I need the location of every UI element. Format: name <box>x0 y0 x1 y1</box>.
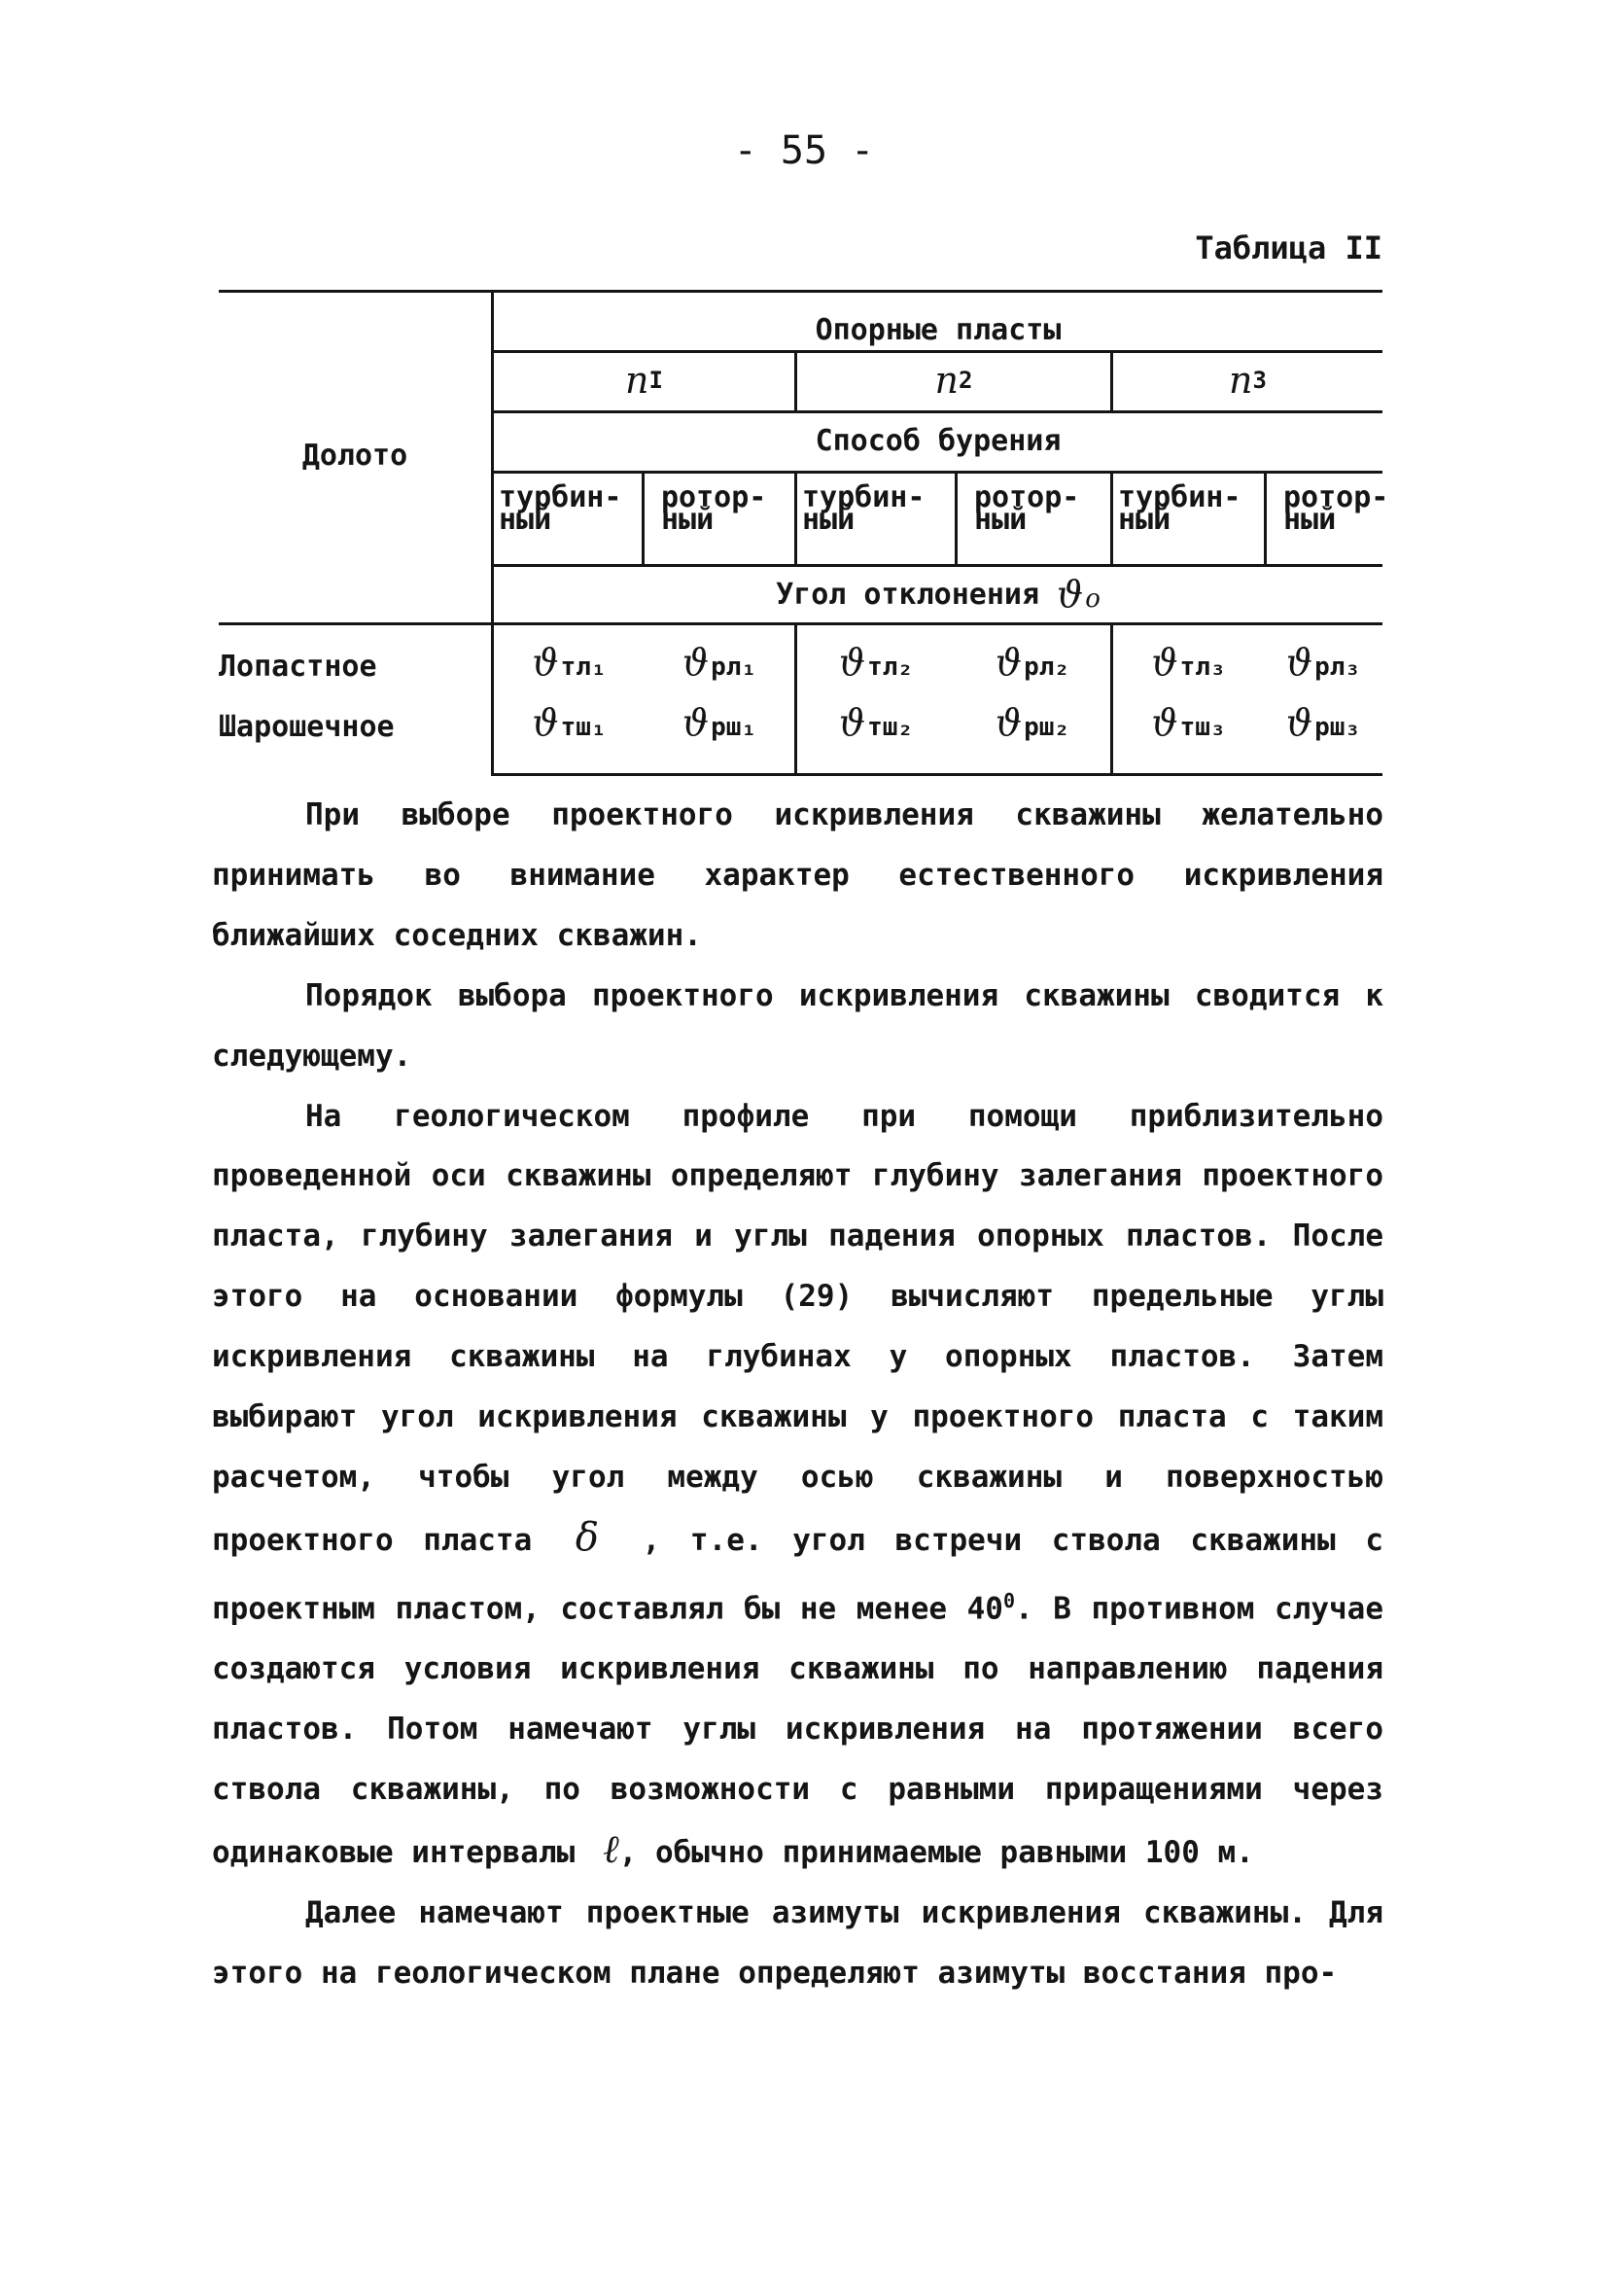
paragraph-4: Далее намечают проектные азимуты искривления скважины. Для этого на геологическом плане определяют азимуты восстания про- <box>212 1894 1383 1991</box>
method-rotary-1: ротор- ный <box>661 480 767 538</box>
angle-header <box>494 568 1382 622</box>
value-blade-turbine-1: ϑ тл₁ <box>532 641 607 685</box>
paragraph-3-part-a: На геологическом профиле при помощи приблизительно проведенной оси скважины определяют глубину залегания проектного пласта, глубину залегания и углы падения опорных пластов. После этого на основании формулы (29) вычисляют предельные углы искривления скважины на глубинах у опорных пластов. Затем выбирают угол искривления скважины у проектного пласта с таким расчетом, чтобы угол между осью скважины и поверхностью проектного пласта <box>212 1098 1383 1558</box>
paragraph-3 <box>212 1087 1383 1884</box>
paragraph-2: Порядок выбора проектного искривления скважины сводится к следующему. <box>212 977 1383 1074</box>
value-roller-turbine-3: ϑ тш₃ <box>1151 701 1226 745</box>
value-roller-rotary-2: ϑ рш₂ <box>995 701 1070 745</box>
method-turbine-2: турбин- ный <box>802 480 926 538</box>
rule-method-4 <box>1110 471 1113 564</box>
group-header: Опорные пласты <box>815 313 1062 348</box>
rule-method-5 <box>1264 471 1267 564</box>
rule-method-3 <box>955 471 958 564</box>
method-turbine-1: турбин- ный <box>499 480 622 538</box>
rule-under-header <box>219 622 1382 625</box>
angle-symbol: ϑ o <box>1057 573 1101 617</box>
value-blade-turbine-3: ϑ тл₃ <box>1151 641 1226 685</box>
value-roller-rotary-1: ϑ рш₁ <box>682 701 757 745</box>
layer-n2: n 2 <box>934 359 973 403</box>
rule-method-2 <box>794 471 797 564</box>
value-blade-rotary-2: ϑ рл₂ <box>995 641 1070 685</box>
value-blade-turbine-2: ϑ тл₂ <box>838 641 914 685</box>
rule-under-methods <box>491 564 1382 567</box>
value-roller-turbine-1: ϑ тш₁ <box>532 701 607 745</box>
value-blade-rotary-1: ϑ рл₁ <box>682 641 757 685</box>
method-rotary-3: ротор- ный <box>1283 480 1389 538</box>
value-roller-rotary-3: ϑ рш₃ <box>1285 701 1361 745</box>
paragraph-3-part-b: , т.е. угол встречи ствола скважины с проектным пластом, составлял бы не менее 40 <box>212 1522 1383 1627</box>
row-label-roller: Шарошечное <box>219 710 395 745</box>
method-rotary-2: ротор- ный <box>974 480 1080 538</box>
data-table <box>219 290 1389 778</box>
row-label-blade: Лопастное <box>219 650 377 685</box>
delta-symbol: δ <box>575 1514 599 1560</box>
table-bottom-rule <box>491 773 1382 776</box>
rule-method-1 <box>642 471 645 564</box>
method-turbine-3: турбин- ный <box>1118 480 1241 538</box>
col-header-bit: Долото <box>301 439 408 474</box>
interval-symbol: ℓ <box>602 1826 619 1872</box>
paragraph-3-part-d: , обычно принимаемые равными 100 м. <box>618 1834 1254 1870</box>
paragraph-1: При выборе проектного искривления скважины желательно принимать во внимание характер естественного искривления ближайших соседних скважин. <box>212 797 1383 953</box>
degree-mark: 0 <box>1002 1588 1015 1612</box>
layer-n1: n I <box>625 359 663 403</box>
page-number: - 55 - <box>733 128 875 173</box>
rule-under-method-header <box>491 471 1382 474</box>
value-blade-rotary-3: ϑ рл₃ <box>1285 641 1361 685</box>
method-header: Способ бурения <box>815 424 1062 459</box>
angle-header-label: Угол отклонения <box>776 578 1040 613</box>
table-caption: Таблица II <box>1195 230 1382 266</box>
value-roller-turbine-2: ϑ тш₂ <box>838 701 914 745</box>
paragraph-3-part-c: . В противном случае создаются условия искривления скважины по направлению падения пластов. Потом намечают углы искривления на протяжении всего ствола скважины, по возможности с равными приращениями через одинаковые интервалы <box>212 1591 1383 1870</box>
layer-n3: n 3 <box>1229 359 1267 403</box>
body-text <box>212 786 1383 2003</box>
